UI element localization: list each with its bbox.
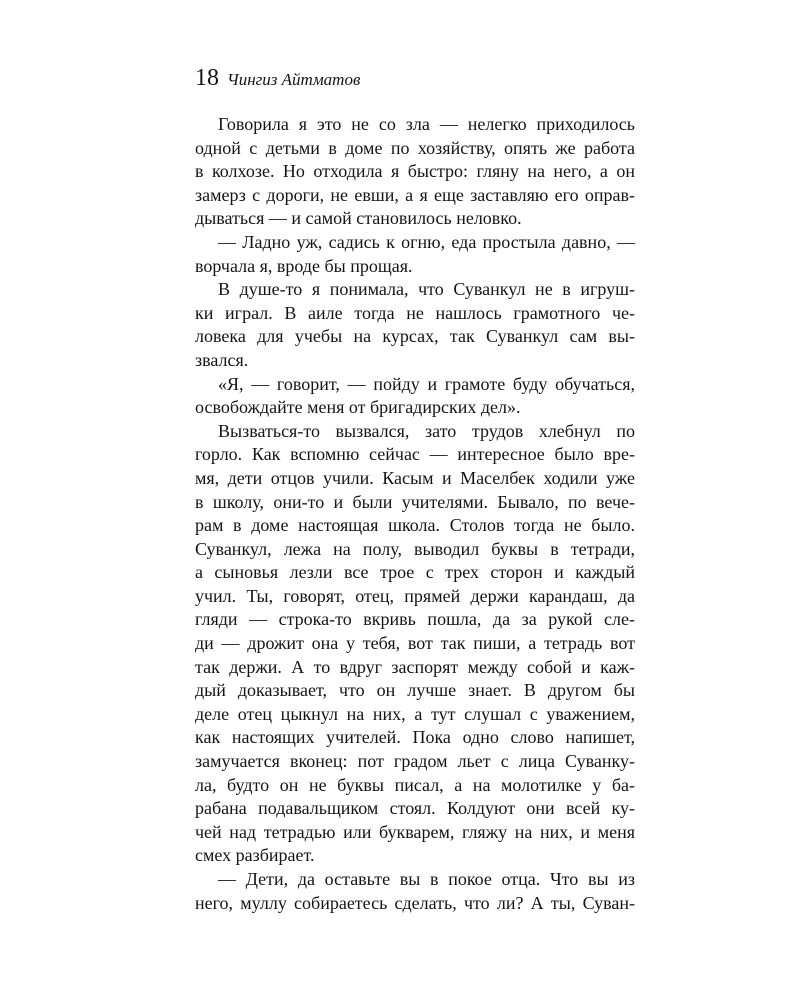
text-line: в школу, они-то и были учителями. Бывало, по вече- xyxy=(195,491,635,512)
text-line: дый доказывает, что он лучше знает. В другом бы xyxy=(195,680,635,701)
text-line: мя, дети отцов учили. Касым и Маселбек ходили уже xyxy=(195,467,635,488)
text-line: ловека для учебы на курсах, так Суванкул сам вы- xyxy=(195,326,635,347)
text-line: рабана подавальщиком стоял. Колдуют они всей ку- xyxy=(195,798,635,819)
text-line: так держи. А то вдруг заспорят между собой и каж- xyxy=(195,656,635,677)
text-line: одной с детьми в доме по хозяйству, опять же работа xyxy=(195,137,635,158)
text-line: него, муллу собираетесь сделать, что ли? А ты, Суван- xyxy=(195,892,635,913)
text-line: Вызваться-то вызвался, зато трудов хлебнул по xyxy=(218,420,635,441)
body-text xyxy=(195,113,635,915)
text-line: как настоящих учителей. Пока одно слово напишет, xyxy=(195,727,635,748)
text-line: ди — дрожит она у тебя, вот так пиши, а тетрадь вот xyxy=(195,633,635,654)
text-line: «Я, — говорит, — пойду и грамоте буду обучаться, xyxy=(218,373,635,394)
text-line: замучается вконец: пот градом льет с лица Суванку- xyxy=(195,751,635,772)
text-line: смех разбирает. xyxy=(195,845,315,866)
running-head xyxy=(195,64,360,95)
text-line: — Ладно уж, садись к огню, еда простыла давно, — xyxy=(218,231,635,252)
text-line: дываться — и самой становилось неловко. xyxy=(195,208,522,229)
text-line: горло. Как вспомню сейчас — интересное было вре- xyxy=(195,444,635,465)
text-line: деле отец цыкнул на них, а тут слушал с уважением, xyxy=(195,703,635,724)
text-line: Говорила я это не со зла — нелегко приходилось xyxy=(218,114,635,134)
text-line: освобождайте меня от бригадирских дел». xyxy=(195,397,521,418)
text-line: а сыновья лезли все трое с трех сторон и каждый xyxy=(195,562,635,583)
text-line: В душе-то я понимала, что Суванкул не в игруш- xyxy=(218,279,635,300)
text-line: звался. xyxy=(195,349,249,370)
text-line: рам в доме настоящая школа. Столов тогда не было. xyxy=(195,515,635,536)
text-line: Суванкул, лежа на полу, выводил буквы в тетради, xyxy=(195,538,635,559)
text-line: учил. Ты, говорят, отец, прямей держи карандаш, да xyxy=(195,585,635,606)
text-line: — Дети, да оставьте вы в покое отца. Что вы из xyxy=(218,869,635,889)
text-line: чей над тетрадью или букварем, гляжу на них, и меня xyxy=(195,821,635,842)
text-line: ворчала я, вроде бы прощая. xyxy=(195,255,413,276)
page-number: 18 xyxy=(195,65,219,91)
text-line: ла, будто он не буквы писал, а на молотилке у ба- xyxy=(195,774,635,795)
text-line: ки играл. В аиле тогда не нашлось грамотного че- xyxy=(195,302,635,323)
text-line: гляди — строка-то вкривь пошла, да за рукой сле- xyxy=(195,609,635,630)
text-line: замерз с дороги, не евши, а я еще заставляю его оправ- xyxy=(195,184,635,205)
author-name: Чингиз Айтматов xyxy=(227,70,361,89)
text-line: в колхозе. Но отходила я быстро: гляну на него, а он xyxy=(195,161,635,182)
